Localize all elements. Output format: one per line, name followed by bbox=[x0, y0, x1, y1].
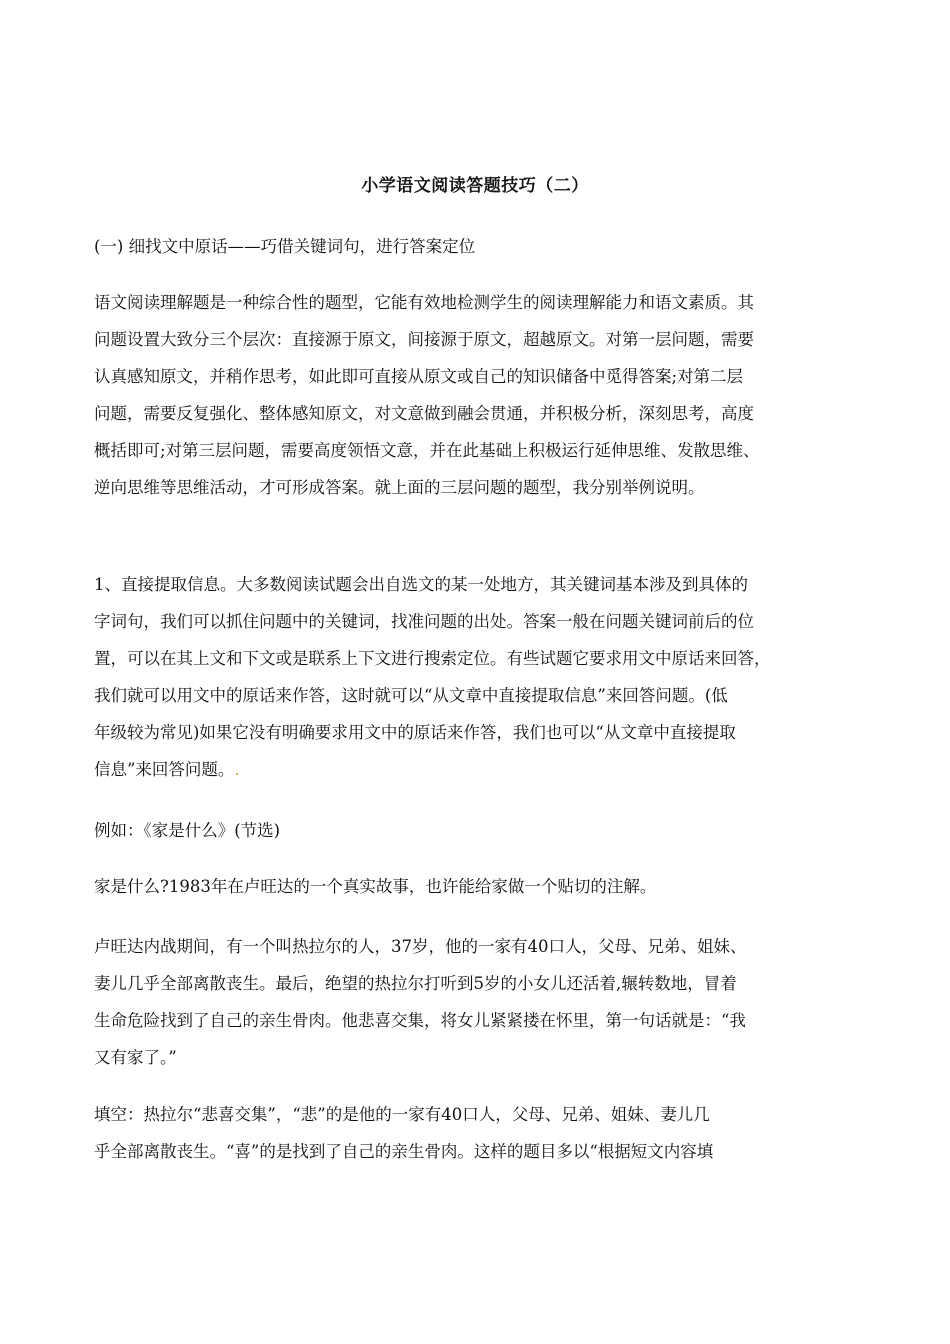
point-one-line: 置，可以在其上文和下文或是联系上下文进行搜索定位。有些试题它要求用文中原话来回答， bbox=[94, 649, 771, 668]
section-heading: (一) 细找文中原话——巧借关键词句，进行答案定位 bbox=[94, 237, 476, 256]
point-one-line: 我们就可以用文中的原话来作答，这时就可以“从文章中直接提取信息”来回答问题。(低 bbox=[94, 686, 728, 705]
example-line: 卢旺达内战期间，有一个叫热拉尔的人，37岁，他的一家有40口人，父母、兄弟、姐妹、 bbox=[94, 937, 747, 956]
example-label-block bbox=[94, 812, 874, 849]
point-one-last-line bbox=[94, 751, 874, 788]
point-one-line-text: 信息”来回答问题。 bbox=[94, 760, 235, 779]
example-line: 又有家了。” bbox=[94, 1048, 177, 1067]
intro-line: 问题设置大致分三个层次：直接源于原文，间接源于原文，超越原文。对第一层问题，需要 bbox=[94, 330, 754, 349]
example-paragraph-one bbox=[94, 868, 874, 905]
fill-in-paragraph bbox=[94, 1096, 874, 1170]
intro-line: 问题，需要反复强化、整体感知原文，对文意做到融会贯通，并积极分析，深刻思考，高度 bbox=[94, 404, 754, 423]
example-line: 生命危险找到了自己的亲生骨肉。他悲喜交集，将女儿紧紧搂在怀里，第一句话就是：“我 bbox=[94, 1011, 746, 1030]
intro-line: 逆向思维等思维活动，才可形成答案。就上面的三层问题的题型，我分别举例说明。 bbox=[94, 478, 705, 497]
point-one-line: 字词句，我们可以抓住问题中的关键词，找准问题的出处。答案一般在问题关键词前后的位 bbox=[94, 612, 754, 631]
intro-line: 概括即可;对第三层问题，需要高度领悟文意，并在此基础上积极运行延伸思维、发散思维、 bbox=[94, 441, 760, 460]
page-title: 小学语文阅读答题技巧（二） bbox=[361, 176, 589, 196]
example-paragraph-two bbox=[94, 928, 874, 1076]
fill-in-line: 乎全部离散丧生。“喜”的是找到了自己的亲生骨肉。这样的题目多以“根据短文内容填 bbox=[94, 1142, 714, 1161]
section-heading-block bbox=[94, 228, 874, 265]
point-one-paragraph bbox=[94, 566, 874, 788]
intro-paragraph bbox=[94, 284, 874, 506]
stray-mark: . bbox=[234, 760, 240, 779]
example-label: 例如：《家是什么》(节选) bbox=[94, 821, 281, 840]
fill-in-line: 填空：热拉尔“悲喜交集”，“悲”的是他的一家有40口人，父母、兄弟、姐妹、妻儿几 bbox=[94, 1105, 710, 1124]
example-line: 妻儿几乎全部离散丧生。最后，绝望的热拉尔打听到5岁的小女儿还活着,辗转数地，冒着 bbox=[94, 974, 737, 993]
intro-line: 认真感知原文，并稍作思考，如此即可直接从原文或自己的知识储备中觅得答案;对第二层 bbox=[94, 367, 744, 386]
example-line: 家是什么?1983年在卢旺达的一个真实故事，也许能给家做一个贴切的注解。 bbox=[94, 877, 657, 896]
point-one-line: 年级较为常见)如果它没有明确要求用文中的原话来作答，我们也可以“从文章中直接提取 bbox=[94, 723, 736, 742]
point-one-line: 1、直接提取信息。大多数阅读试题会出自选文的某一处地方，其关键词基本涉及到具体的 bbox=[94, 575, 748, 594]
intro-line: 语文阅读理解题是一种综合性的题型，它能有效地检测学生的阅读理解能力和语文素质。其 bbox=[94, 293, 754, 312]
